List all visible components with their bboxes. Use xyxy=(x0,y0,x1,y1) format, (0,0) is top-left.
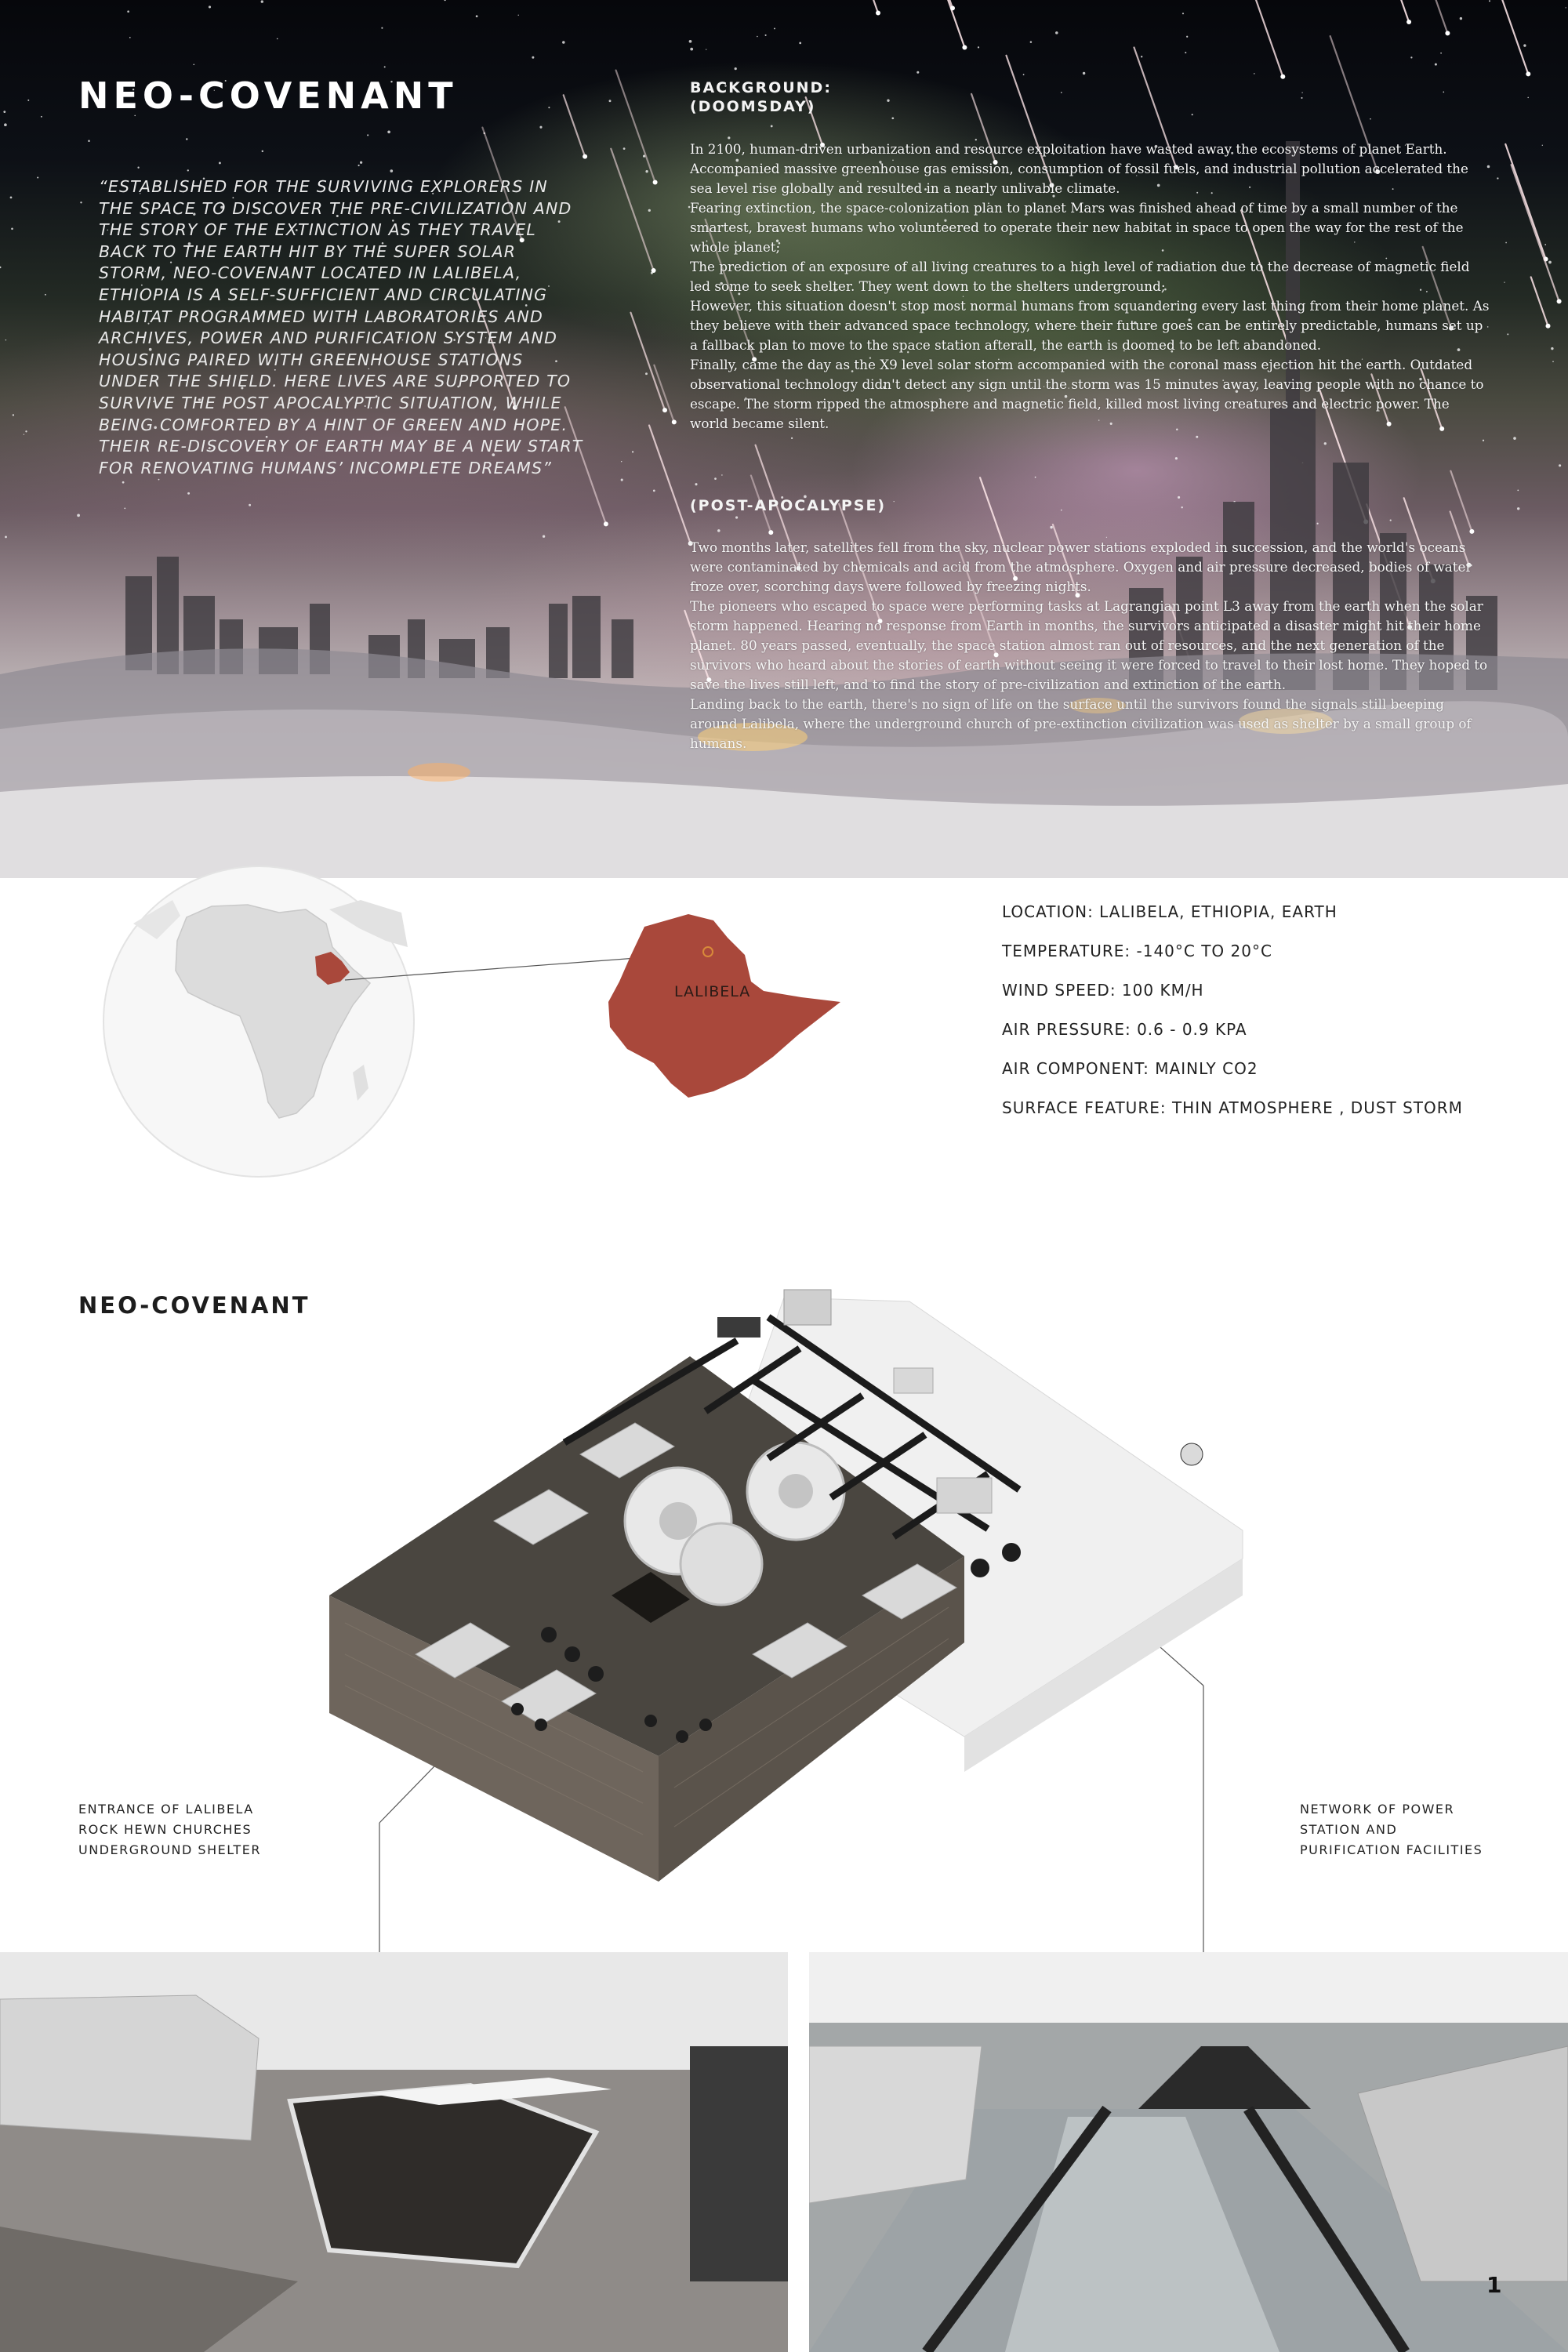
render-power-facilities xyxy=(809,1952,1568,2352)
meteor-streak xyxy=(654,365,673,423)
post-apocalypse-text xyxy=(690,538,1490,753)
star xyxy=(1527,97,1529,99)
star xyxy=(887,100,889,102)
meteor-streak xyxy=(917,0,953,8)
meteor-head xyxy=(1406,20,1411,24)
site-section-title: NEO-COVENANT xyxy=(78,1292,310,1319)
star xyxy=(609,100,612,102)
star xyxy=(77,514,80,517)
star xyxy=(645,372,648,375)
star xyxy=(277,38,278,40)
star xyxy=(88,140,90,142)
star xyxy=(543,535,545,538)
star xyxy=(11,228,13,230)
project-statement-quote: “ESTABLISHED FOR THE SURVIVING EXPLORERS IN THE SPACE TO DISCOVER THE PRE-CIVILIZATION AND THE STORY OF THE EXTINCTION AS THEY TRAVEL BACK TO THE EARTH HIT BY THE SUPER SOLAR STORM, NEO-COVENANT LOCATED IN LALIBELA, ETHIOPIA IS A SELF-SUFFICIENT AND CIRCULATING HABITAT PROGRAMMED WITH LABORATORIES AND ARCHIVES, POWER AND PURIFICATION SYSTEM AND HOUSING PAIRED WITH GREENHOUSE STATIONS UNDER THE SHIELD. HERE LIVES ARE SUPPORTED TO SURVIVE THE POST APOCALYPTIC SITUATION, WHILE BEING COMFORTED BY A HINT OF GREEN AND HOPE. THEIR RE-DISCOVERY OF EARTH MAY BE A NEW START FOR RENOVATING HUMANS’ INCOMPLETE DREAMS” xyxy=(99,177,583,477)
star xyxy=(653,490,655,492)
star xyxy=(1035,477,1036,478)
star xyxy=(1175,457,1178,459)
star xyxy=(187,492,190,495)
meteor-streak xyxy=(611,149,653,270)
star xyxy=(387,130,390,133)
star xyxy=(1050,526,1052,528)
star xyxy=(1443,92,1444,93)
star xyxy=(1192,114,1193,115)
meteor-head xyxy=(672,419,677,424)
star xyxy=(532,56,534,59)
star xyxy=(799,42,801,45)
stat-temperature: TEMPERATURE: -140°C TO 20°C xyxy=(1002,942,1272,960)
star xyxy=(916,71,919,74)
star xyxy=(27,100,29,101)
star xyxy=(360,162,362,164)
star xyxy=(1517,490,1519,492)
poster-title: NEO-COVENANT xyxy=(78,74,458,117)
star xyxy=(721,474,722,475)
star xyxy=(1370,118,1371,120)
star xyxy=(381,27,383,29)
post-apocalypse-paragraph: Two months later, satellites fell from the sky, nuclear power stations exploded in succession, and the world's oceans were contaminated by chemicals and acid from the atmosphere. Oxygen and air pressure decreased, bodies of water froze over, scorching days were followed by freezing nights. xyxy=(690,539,1472,594)
star xyxy=(791,437,793,439)
star xyxy=(41,116,42,118)
star xyxy=(645,170,648,172)
star xyxy=(1517,507,1519,510)
star xyxy=(548,107,550,108)
star xyxy=(1196,436,1198,438)
post-apocalypse-heading: (POST-APOCALYPSE) xyxy=(690,497,887,514)
star xyxy=(894,501,895,502)
star xyxy=(765,34,767,36)
star xyxy=(367,134,368,136)
stat-location: LOCATION: LALIBELA, ETHIOPIA, EARTH xyxy=(1002,902,1338,921)
star xyxy=(209,5,211,8)
meteor-head xyxy=(1546,324,1551,328)
meteor-streak xyxy=(631,313,666,410)
star xyxy=(186,138,187,140)
callout-power-network: NETWORK OF POWER STATION AND PURIFICATION FACILITIES xyxy=(1300,1802,1483,1857)
meteor-head xyxy=(1469,529,1474,534)
star xyxy=(978,46,979,48)
globe-map xyxy=(94,837,423,1206)
star xyxy=(476,15,478,17)
star xyxy=(757,36,758,38)
star xyxy=(621,479,623,481)
meteor-head xyxy=(768,530,773,535)
star xyxy=(25,430,27,432)
star xyxy=(4,123,7,126)
meteor-head xyxy=(1280,74,1285,79)
stat-wind-speed: WIND SPEED: 100 KM/H xyxy=(1002,981,1204,1000)
star xyxy=(444,0,445,1)
star xyxy=(187,169,189,171)
background-paragraph: However, this situation doesn't stop most normal humans from squandering every last thing from their home planet. As they believe with their advanced space technology, where their future goes can be entirely predictable, humans set up a fallback plan to move to the space station afterall, the earth is doomed to be left abandoned. xyxy=(690,298,1490,353)
star xyxy=(1440,53,1442,54)
meteor-streak xyxy=(945,0,964,48)
meteor-streak xyxy=(853,0,878,13)
hero-background xyxy=(0,0,1568,878)
background-paragraph: Fearing extinction, the space-colonization plan to planet Mars was finished ahead of time by a small number of the smartest, bravest humans who volunteered to operate their new habitat in space to open the way for the rest of the whole planet; xyxy=(690,200,1464,255)
meteor-head xyxy=(876,11,880,16)
star xyxy=(1316,523,1318,524)
star xyxy=(1435,64,1437,66)
star xyxy=(1301,92,1302,93)
meteor-streak xyxy=(1496,0,1528,74)
meteor-streak xyxy=(1392,0,1409,22)
background-paragraph: The prediction of an exposure of all living creatures to a high level of radiation due to the decrease of magnetic field led some to seek shelter. They went down to the shelters underground; xyxy=(690,259,1470,294)
star xyxy=(1548,261,1552,264)
meteor-head xyxy=(1445,31,1450,35)
star xyxy=(1061,510,1062,511)
meteor-head xyxy=(604,521,608,526)
page-number: 1 xyxy=(1486,2272,1502,2298)
meteor-streak xyxy=(564,95,585,156)
star xyxy=(390,169,394,172)
meteor-streak xyxy=(1531,277,1548,325)
meteor-head xyxy=(653,180,658,185)
star xyxy=(632,451,633,452)
meteor-head xyxy=(1557,299,1562,303)
star xyxy=(1055,31,1058,34)
meteor-head xyxy=(583,154,587,159)
star xyxy=(10,197,13,199)
star xyxy=(1505,242,1507,244)
star xyxy=(1324,442,1327,445)
lalibela-label: LALIBELA xyxy=(674,983,751,1000)
star xyxy=(249,504,251,506)
star xyxy=(1178,496,1180,499)
post-apocalypse-paragraph: The pioneers who escaped to space were performing tasks at Lagrangian point L3 away from the earth when the solar storm happened. Hearing no response from Earth in months, the survivors anticipated a disaster might hit their home planet. 80 years passed, eventually, the space station almost ran out of resources, and the next generation of the survivors who heard about the stories of earth without seeing it were forced to travel to their lost home. They hoped to save the lives still left, and to find the story of pre-civilization and extinction of the earth. xyxy=(690,598,1488,692)
star xyxy=(717,529,720,532)
star xyxy=(1552,361,1554,362)
star xyxy=(735,67,737,70)
meteor-streak xyxy=(649,426,691,544)
meteor-streak xyxy=(1409,0,1447,33)
background-paragraph: Finally, came the day as the X9 level solar storm accompanied with the coronal mass ejection hit the earth. Outdated observational technology didn't detect any sign until the storm was 15 minutes away, leaving people with no chance to escape. The storm ripped the atmosphere and magnetic field, killed most living creatures and electric power. The world became silent. xyxy=(690,357,1484,431)
star xyxy=(127,10,129,13)
star xyxy=(384,66,386,67)
star xyxy=(1023,74,1025,75)
meteor-streak xyxy=(1505,144,1545,260)
star xyxy=(1497,177,1498,179)
stat-surface-feature: SURFACE FEATURE: THIN ATMOSPHERE , DUST STORM xyxy=(1002,1098,1463,1117)
star xyxy=(1186,36,1188,38)
star xyxy=(1483,440,1484,441)
star xyxy=(621,461,622,462)
star xyxy=(562,41,565,44)
render-shelter-entrance xyxy=(0,1952,788,2352)
background-heading: BACKGROUND: (DOOMSDAY) xyxy=(690,79,832,115)
meteor-head xyxy=(662,408,667,412)
star xyxy=(261,0,263,2)
callout-lalibela-entrance: ENTRANCE OF LALIBELA ROCK HEWN CHURCHES UNDERGROUND SHELTER xyxy=(78,1802,261,1857)
star xyxy=(539,126,542,129)
stat-air-pressure: AIR PRESSURE: 0.6 - 0.9 KPA xyxy=(1002,1020,1247,1039)
star xyxy=(689,40,692,43)
star xyxy=(623,147,626,150)
star xyxy=(735,517,738,519)
star xyxy=(1489,0,1490,2)
star xyxy=(358,165,360,166)
star xyxy=(1181,506,1183,508)
star xyxy=(690,48,693,51)
star xyxy=(0,267,2,268)
star xyxy=(193,64,194,65)
background-text xyxy=(690,140,1490,434)
meteor-streak xyxy=(616,71,655,183)
ethiopia-map xyxy=(596,909,855,1105)
site-conditions-list xyxy=(1002,900,1463,1135)
background-paragraph: In 2100, human-driven urbanization and resource exploitation have wasted away the ecosystems of planet Earth. Accompanied massive greenhouse gas emission, consumption of fossil fuels, and industrial pollution accelerated the sea level rise globally and resulted in a nearly unlivable climate. xyxy=(690,141,1468,196)
star xyxy=(771,125,773,127)
star xyxy=(1523,44,1526,46)
meteor-streak xyxy=(1241,0,1283,77)
star xyxy=(1061,92,1062,93)
star xyxy=(1544,244,1546,245)
star xyxy=(1141,56,1142,57)
star xyxy=(1030,41,1033,43)
star xyxy=(1410,56,1412,58)
star xyxy=(891,117,894,119)
star xyxy=(124,507,125,509)
star xyxy=(1460,17,1462,20)
meteor-head xyxy=(1526,71,1530,76)
meteor-head xyxy=(652,268,656,273)
star xyxy=(5,535,7,538)
star xyxy=(518,15,519,16)
star xyxy=(122,481,125,484)
star xyxy=(219,162,221,164)
star xyxy=(714,477,717,480)
star xyxy=(1542,145,1543,146)
star xyxy=(648,209,651,212)
star xyxy=(137,167,139,169)
star xyxy=(13,414,14,416)
post-apocalypse-paragraph: Landing back to the earth, there's no sign of life on the surface until the survivors found the signals still beeping around Lalibela, where the underground church of pre-extinction civilization was used as shelter by a small group of humans. xyxy=(690,696,1472,751)
star xyxy=(1513,437,1516,440)
star xyxy=(1083,72,1085,74)
star xyxy=(695,483,697,485)
star xyxy=(129,37,131,38)
star xyxy=(774,27,775,29)
star xyxy=(262,151,263,152)
star xyxy=(1182,13,1184,14)
star xyxy=(1254,73,1255,74)
star xyxy=(5,339,6,340)
star xyxy=(37,176,38,178)
star xyxy=(1185,52,1186,53)
star xyxy=(80,201,82,203)
axonometric-site-model xyxy=(314,1286,1254,1897)
star xyxy=(1390,520,1392,521)
meteor-head xyxy=(950,5,955,10)
star xyxy=(3,111,5,113)
star xyxy=(1551,347,1553,350)
star xyxy=(1301,97,1302,99)
stat-air-component: AIR COMPONENT: MAINLY CO2 xyxy=(1002,1059,1258,1078)
star xyxy=(1559,464,1561,466)
meteor-head xyxy=(962,45,967,50)
star xyxy=(45,294,46,296)
star xyxy=(1507,333,1508,335)
meteor-streak xyxy=(1512,165,1559,301)
